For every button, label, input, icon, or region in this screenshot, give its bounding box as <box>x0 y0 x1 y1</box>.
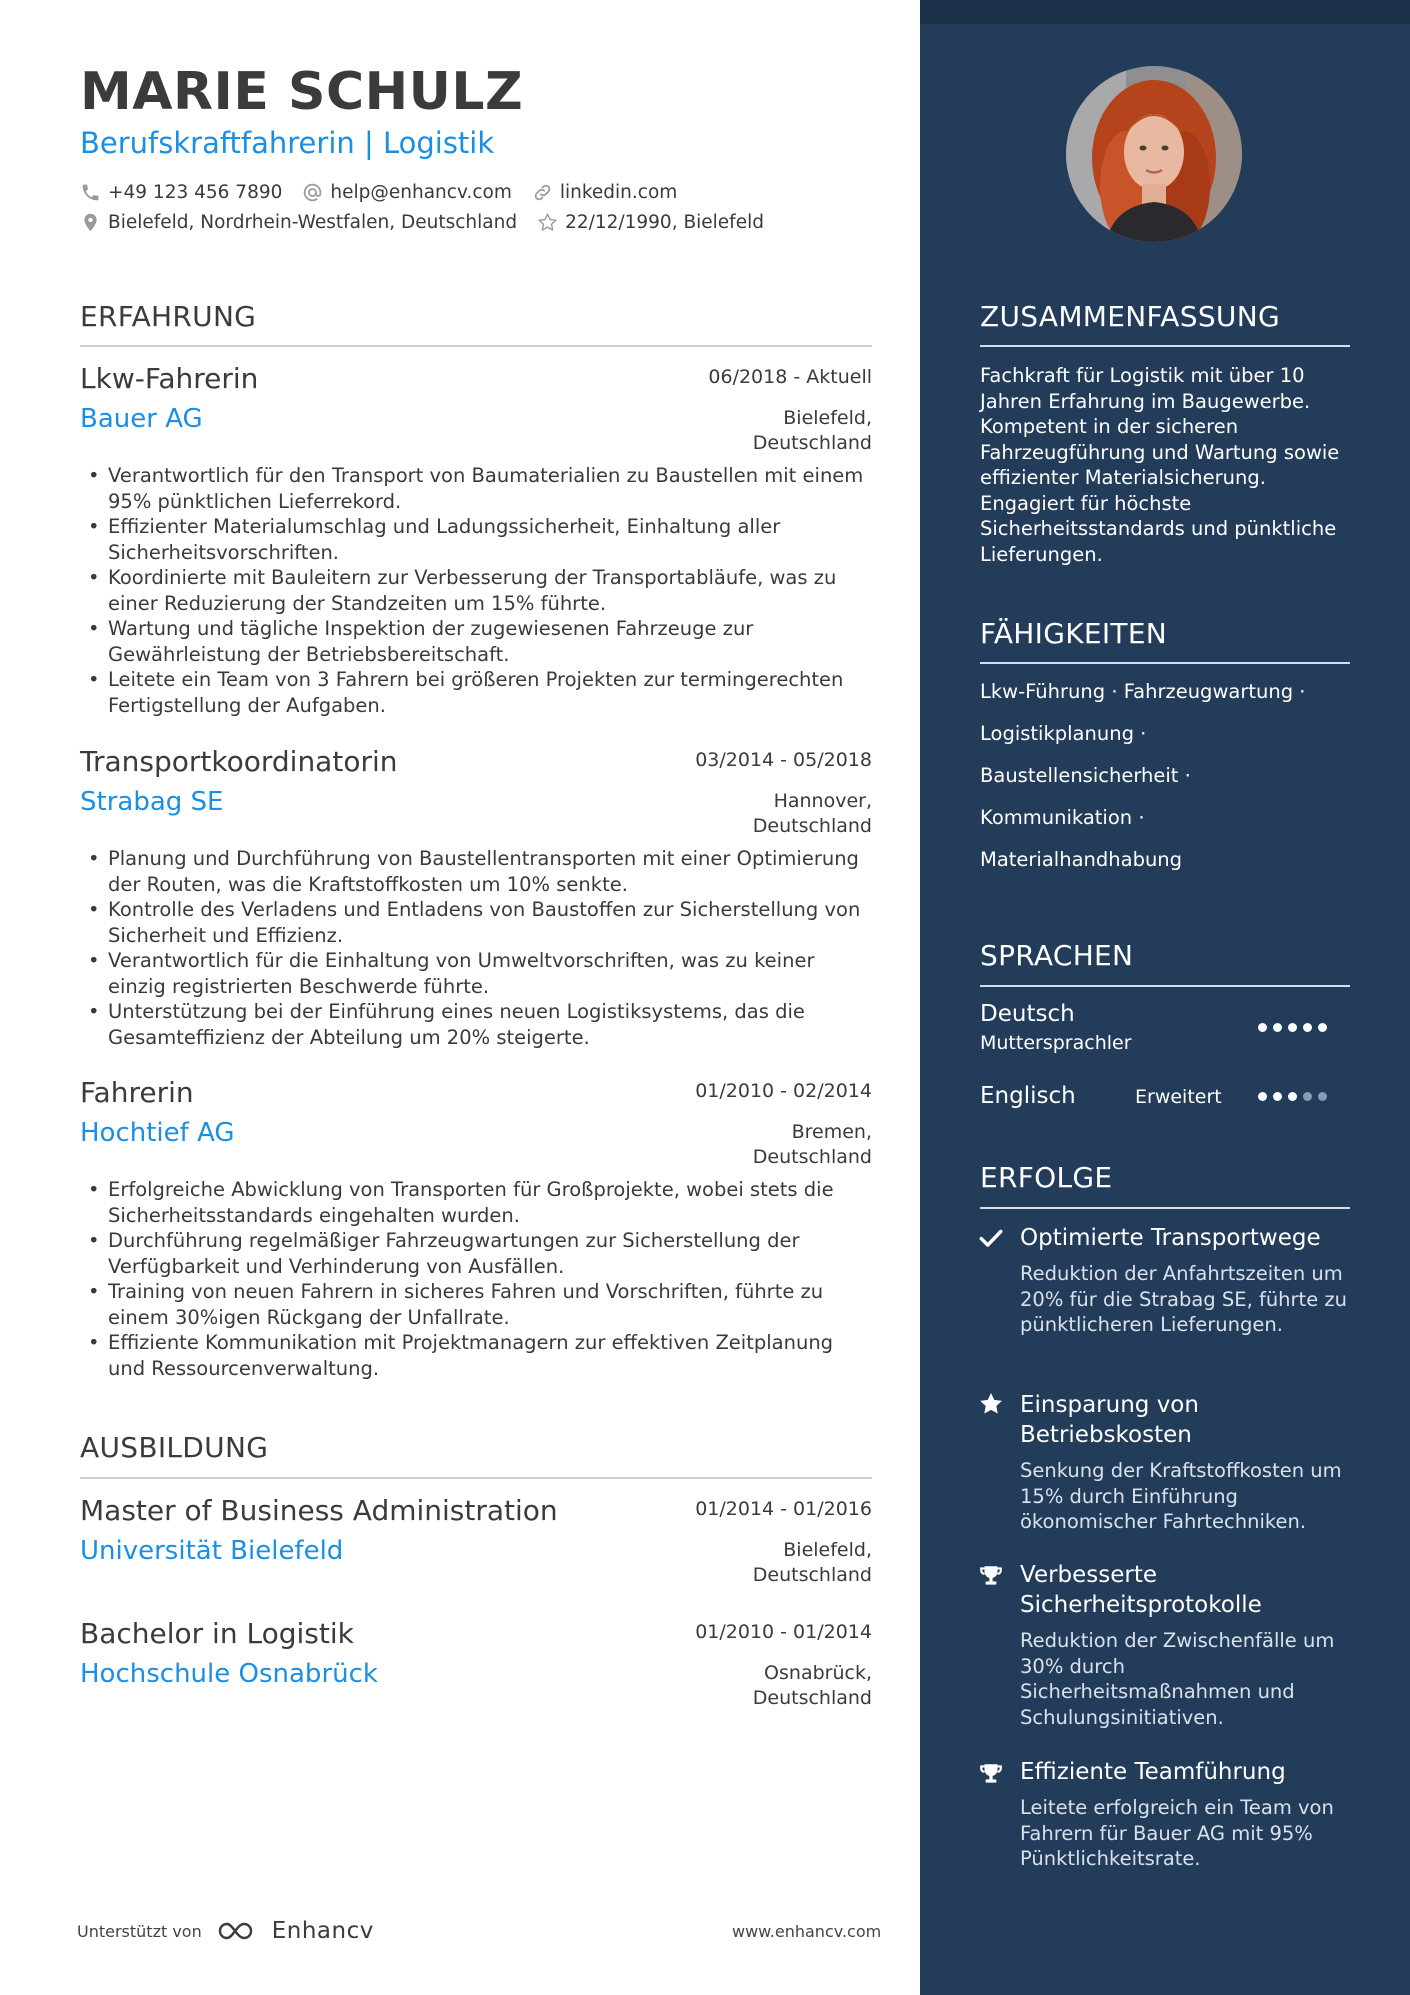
email-text[interactable]: help@enhancv.com <box>330 182 512 203</box>
rating-dot <box>1303 1023 1312 1032</box>
bullet-item: • Durchführung regelmäßiger Fahrzeugwartungen zur Sicherstellung der Verfügbarkeit und Verhinderung von Ausfällen. <box>80 1228 872 1279</box>
achievements-title: ERFOLGE <box>980 1161 1113 1194</box>
location-item <box>80 212 517 233</box>
skill-line: Materialhandhabung <box>980 848 1183 871</box>
phone-item <box>80 182 282 203</box>
job-title: Transportkoordinatorin <box>80 745 398 778</box>
footer-url[interactable]: www.enhancv.com <box>732 1922 882 1941</box>
skill-line: Logistikplanung · <box>980 722 1147 745</box>
skill-line: Kommunikation · <box>980 806 1145 829</box>
job-location-city: Bremen, <box>791 1121 872 1143</box>
achievement-desc: Leitete erfolgreich ein Team von Fahrern für Bauer AG mit 95% Pünktlichkeitsrate. <box>1020 1796 1334 1870</box>
check-icon <box>978 1225 1004 1251</box>
job-company: Hochtief AG <box>80 1118 235 1148</box>
enhancv-logo-icon <box>216 1918 262 1944</box>
contact-row-2 <box>80 212 784 233</box>
job-title: Fahrerin <box>80 1076 194 1109</box>
bullet-item: • Verantwortlich für den Transport von Baumaterialien zu Baustellen mit einem 95% pünktlichen Lieferrekord. <box>80 463 872 514</box>
degree-title: Master of Business Administration <box>80 1494 558 1527</box>
trophy-icon <box>978 1761 1004 1787</box>
experience-title: ERFAHRUNG <box>80 300 257 333</box>
rating-dot <box>1273 1023 1282 1032</box>
degree-title: Bachelor in Logistik <box>80 1617 354 1650</box>
enhancv-brand[interactable]: Enhancv <box>271 1918 374 1944</box>
footer-powered-by <box>77 1918 374 1944</box>
candidate-headline: Berufskraftfahrerin | Logistik <box>80 126 495 160</box>
job-location <box>753 1120 872 1170</box>
location-text: Bielefeld, Nordrhein-Westfalen, Deutschland <box>108 212 518 233</box>
job-location <box>753 789 872 839</box>
skills-title: FÄHIGKEITEN <box>980 617 1168 650</box>
skill-line: Baustellensicherheit · <box>980 764 1191 787</box>
email-item[interactable] <box>302 182 511 203</box>
languages-title: SPRACHEN <box>980 939 1134 972</box>
rating-dot <box>1288 1023 1297 1032</box>
job-date: 01/2010 - 02/2014 <box>695 1080 872 1102</box>
summary-divider <box>980 345 1350 347</box>
bullet-item: • Planung und Durchführung von Baustellentransporten mit einer Optimierung der Routen, was die Kraftstoffkosten um 10% senkte. <box>80 846 872 897</box>
job-location-city: Hannover, <box>773 790 872 812</box>
rating-dot <box>1258 1092 1267 1101</box>
job-title: Lkw-Fahrerin <box>80 362 259 395</box>
at-icon <box>302 182 323 203</box>
bullet-item: • Erfolgreiche Abwicklung von Transporten für Großprojekte, wobei stets die Sicherheitsstandards eingehalten wurden. <box>80 1177 872 1228</box>
job-date: 06/2018 - Aktuell <box>708 366 872 388</box>
experience-divider <box>80 345 872 347</box>
bullet-item: • Wartung und tägliche Inspektion der zugewiesenen Fahrzeuge zur Gewährleistung der Betriebsbereitschaft. <box>80 616 872 667</box>
job-location <box>753 406 872 456</box>
sidebar <box>920 0 1410 1995</box>
achievement-title: Effiziente Teamführung <box>1020 1759 1286 1785</box>
bullet-item: • Koordinierte mit Bauleitern zur Verbesserung der Transportabläufe, was zu einer Reduzierung der Standzeiten um 15% führte. <box>80 565 872 616</box>
language-level: Erweitert <box>1135 1086 1222 1108</box>
education-title: AUSBILDUNG <box>80 1431 269 1464</box>
school-location-city: Bielefeld, <box>783 1539 872 1561</box>
link-icon <box>532 182 553 203</box>
sidebar-top-band <box>920 0 1410 24</box>
rating-dot <box>1303 1092 1312 1101</box>
job-bullets <box>80 463 872 718</box>
achievement-desc: Reduktion der Anfahrtszeiten um 20% für die Strabag SE, führte zu pünktlicheren Lieferungen. <box>1020 1262 1347 1336</box>
bullet-item: • Training von neuen Fahrern in sicheres Fahren und Vorschriften, führte zu einem 30%igen Rückgang der Unfallrate. <box>80 1279 872 1330</box>
job-location-city: Bielefeld, <box>783 407 872 429</box>
avatar-portrait <box>1066 66 1242 242</box>
language-rating <box>1258 1092 1333 1101</box>
achievement-title: Optimierte Transportwege <box>1020 1225 1321 1251</box>
job-bullets <box>80 1177 872 1381</box>
school-location-country: Deutschland <box>752 1564 872 1586</box>
achievement-desc: Senkung der Kraftstoffkosten um 15% durch Einführung ökonomischer Fahrtechniken. <box>1020 1459 1342 1533</box>
bullet-item: • Leitete ein Team von 3 Fahrern bei größeren Projekten zur termingerechten Fertigstellung der Aufgaben. <box>80 667 872 718</box>
achievement-desc: Reduktion der Zwischenfälle um 30% durch Sicherheitsmaßnahmen und Schulungsinitiativen. <box>1020 1629 1335 1729</box>
rating-dot <box>1288 1092 1297 1101</box>
rating-dot <box>1258 1023 1267 1032</box>
achievements-divider <box>980 1207 1350 1209</box>
location-pin-icon <box>80 212 101 233</box>
job-company: Strabag SE <box>80 787 224 817</box>
school-location-country: Deutschland <box>752 1687 872 1709</box>
skills-divider <box>980 662 1350 664</box>
skill-line: Lkw-Führung · Fahrzeugwartung · <box>980 680 1306 703</box>
candidate-name: MARIE SCHULZ <box>80 62 524 122</box>
school-location <box>753 1538 872 1588</box>
powered-by-label: Unterstützt von <box>77 1921 202 1941</box>
avatar <box>1066 66 1242 242</box>
rating-dot <box>1273 1092 1282 1101</box>
bullet-item: • Effizienter Materialumschlag und Ladungssicherheit, Einhaltung aller Sicherheitsvorschriften. <box>80 514 872 565</box>
education-date: 01/2010 - 01/2014 <box>695 1621 872 1643</box>
achievement-title: Verbesserte Sicherheitsprotokolle <box>1020 1562 1262 1618</box>
birth-item <box>537 212 764 233</box>
bullet-item: • Verantwortlich für die Einhaltung von Umweltvorschriften, was zu keiner einzig registrierten Beschwerde führte. <box>80 948 872 999</box>
job-bullets <box>80 846 872 1050</box>
contact-row-1 <box>80 182 697 203</box>
bullet-item: • Unterstützung bei der Einführung eines neuen Logistiksystems, das die Gesamteffizienz der Abteilung um 20% steigerte. <box>80 999 872 1050</box>
job-date: 03/2014 - 05/2018 <box>695 749 872 771</box>
bullet-item: • Kontrolle des Verladens und Entladens von Baustoffen zur Sicherstellung von Sicherheit und Effizienz. <box>80 897 872 948</box>
language-name: Englisch <box>980 1083 1076 1109</box>
phone-icon <box>80 182 101 203</box>
rating-dot <box>1318 1092 1327 1101</box>
star-icon <box>978 1391 1004 1417</box>
rating-dot <box>1318 1023 1327 1032</box>
summary-text: Fachkraft für Logistik mit über 10 Jahren Erfahrung im Baugewerbe. Kompetent in der sicheren Fahrzeugführung und Wartung sowie effizienter Materialsicherung. Engagiert für höchste Sicherheitsstandards und pünktliche Lieferungen. <box>980 364 1340 566</box>
trophy-icon <box>978 1563 1004 1589</box>
education-divider <box>80 1477 872 1479</box>
language-rating <box>1258 1023 1333 1032</box>
linkedin-text[interactable]: linkedin.com <box>559 182 678 203</box>
school-name: Universität Bielefeld <box>80 1536 344 1566</box>
language-level: Muttersprachler <box>980 1032 1132 1054</box>
job-location-country: Deutschland <box>752 432 872 454</box>
linkedin-item[interactable] <box>532 182 677 203</box>
school-location-city: Osnabrück, <box>764 1662 872 1684</box>
job-company: Bauer AG <box>80 404 203 434</box>
star-outline-icon <box>537 212 558 233</box>
birth-text: 22/12/1990, Bielefeld <box>565 212 764 233</box>
school-location <box>753 1661 872 1711</box>
phone-text: +49 123 456 7890 <box>108 182 283 203</box>
summary-title: ZUSAMMENFASSUNG <box>980 300 1280 333</box>
languages-divider <box>980 985 1350 987</box>
school-name: Hochschule Osnabrück <box>80 1659 378 1689</box>
job-location-country: Deutschland <box>752 1146 872 1168</box>
bullet-item: • Effiziente Kommunikation mit Projektmanagern zur effektiven Zeitplanung und Ressourcenverwaltung. <box>80 1330 872 1381</box>
education-date: 01/2014 - 01/2016 <box>695 1498 872 1520</box>
achievement-title: Einsparung von Betriebskosten <box>1020 1392 1199 1448</box>
language-name: Deutsch <box>980 1001 1075 1027</box>
job-location-country: Deutschland <box>752 815 872 837</box>
